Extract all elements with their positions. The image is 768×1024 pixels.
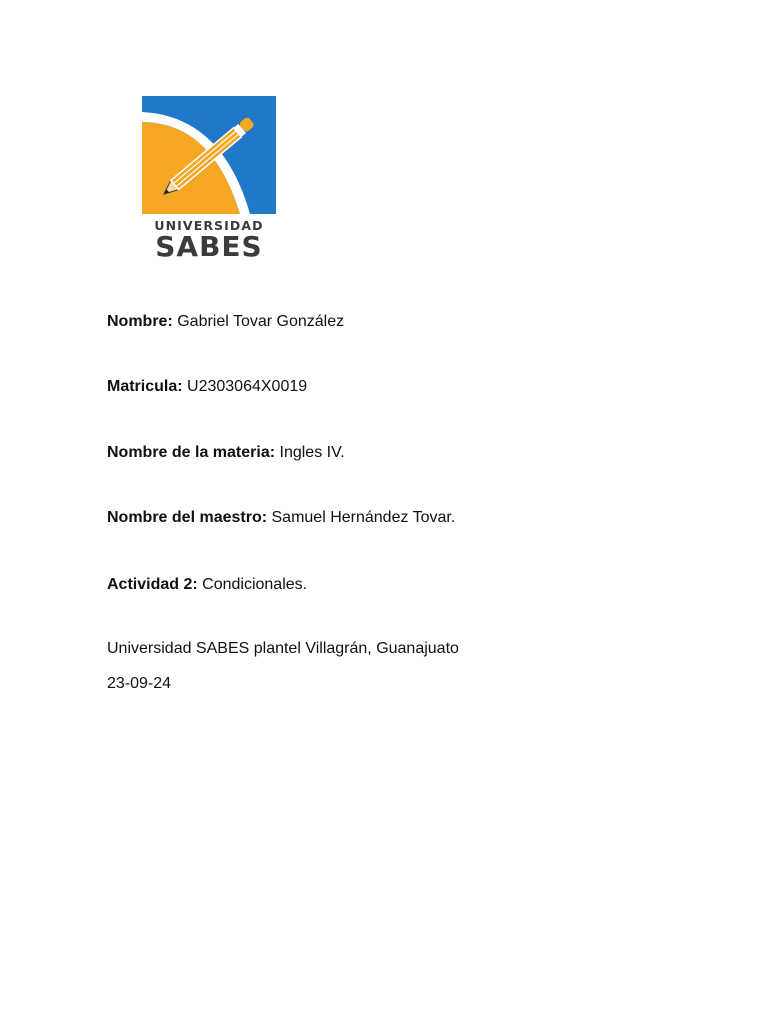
universidad-sabes-logo <box>138 96 280 264</box>
pencil-sun-emblem <box>142 96 276 214</box>
field-label: Nombre: <box>107 313 173 330</box>
field-label: Nombre del maestro: <box>107 509 268 526</box>
field-label: Matricula: <box>107 378 183 395</box>
field-value: U2303064X0019 <box>182 378 308 395</box>
field-materia <box>107 443 345 463</box>
field-nombre <box>107 312 344 332</box>
field-value: Samuel Hernández Tovar. <box>267 509 456 526</box>
field-value: Condicionales. <box>197 576 308 593</box>
field-value: Gabriel Tovar González <box>172 313 345 330</box>
date-line: 23-09-24 <box>107 675 172 692</box>
field-actividad <box>107 575 307 595</box>
field-maestro <box>107 508 455 528</box>
field-value: Ingles IV. <box>275 444 345 461</box>
field-label: Nombre de la materia: <box>107 444 276 461</box>
logo-universidad-text: UNIVERSIDAD <box>154 218 264 233</box>
logo-sabes-text: SABES <box>155 230 263 263</box>
field-label: Actividad 2: <box>107 576 198 593</box>
institution-line: Universidad SABES plantel Villagrán, Guanajuato <box>107 640 459 657</box>
field-matricula <box>107 377 307 397</box>
